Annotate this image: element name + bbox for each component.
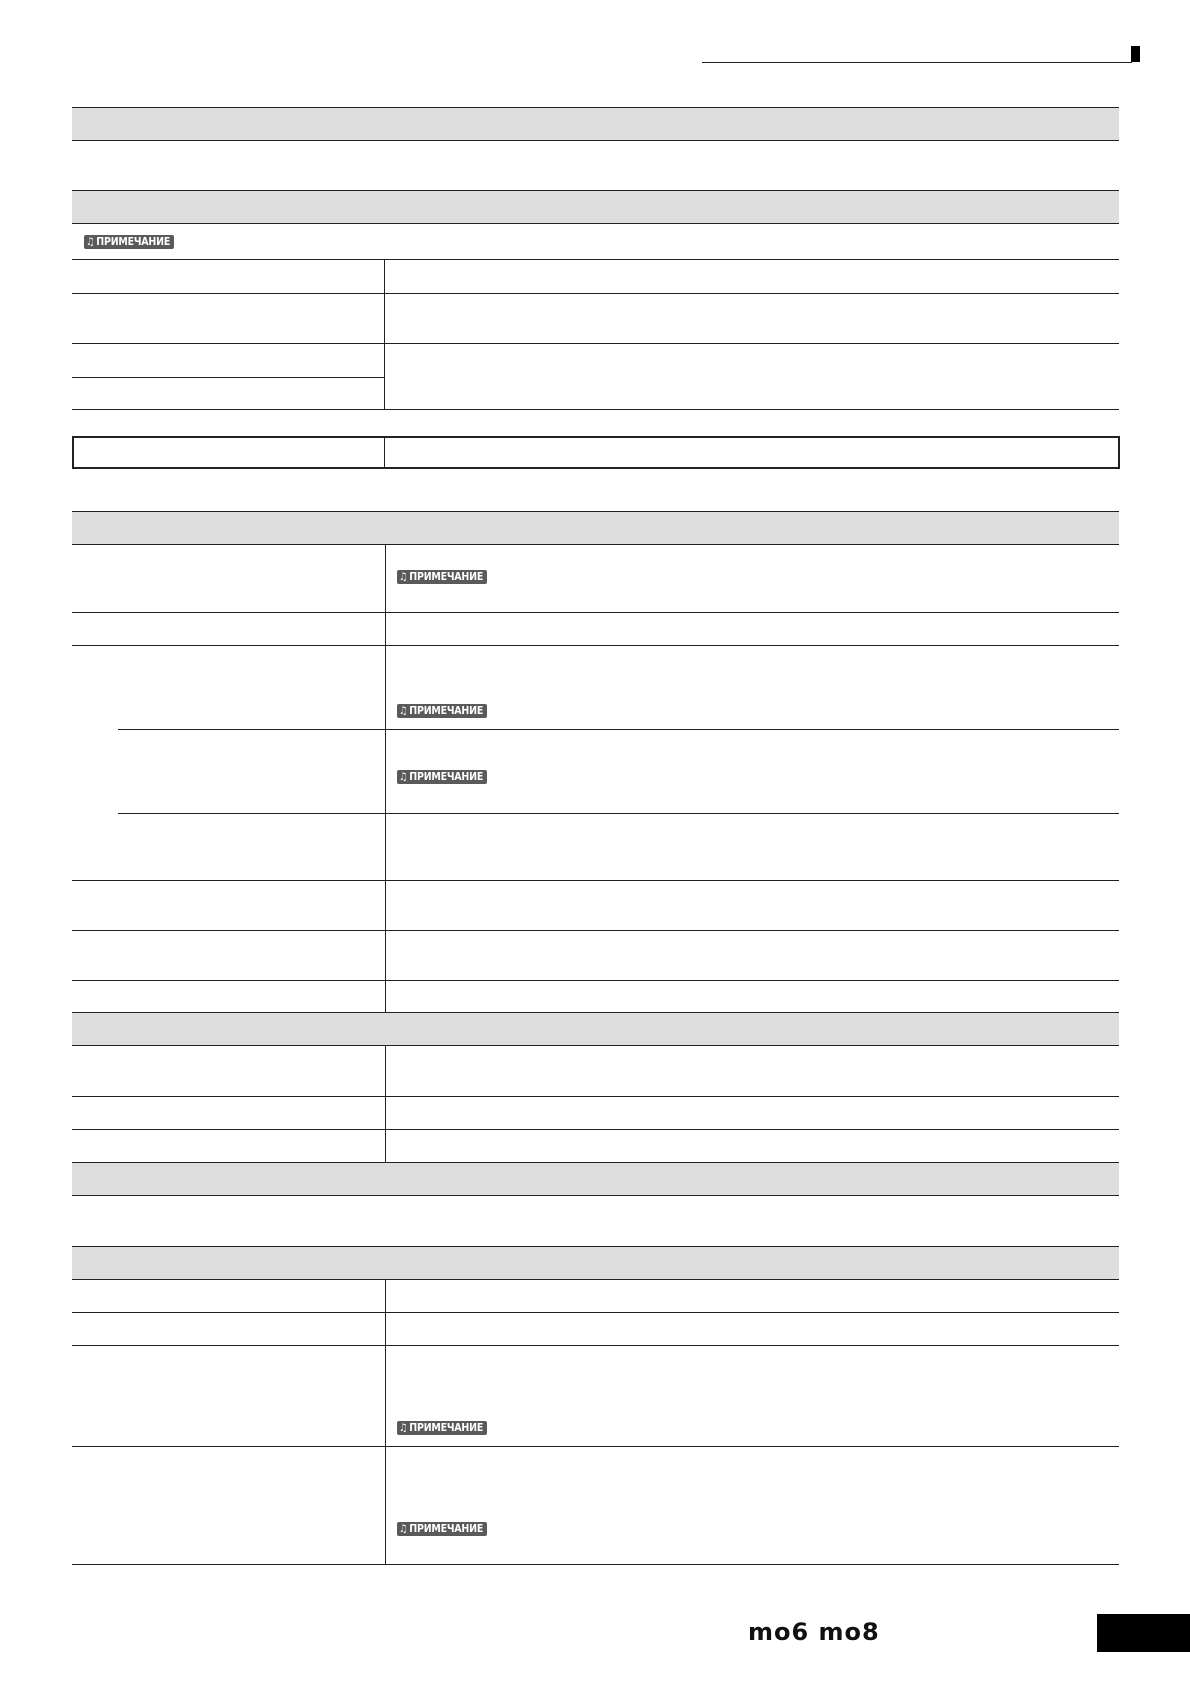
table-row-divider — [72, 259, 1119, 260]
table-row-divider — [72, 377, 384, 378]
music-note-icon: ♫ — [399, 1523, 408, 1535]
table-column-divider — [384, 259, 385, 409]
table-row-divider — [118, 729, 1119, 730]
table-row-divider — [118, 813, 1119, 814]
table-row-divider — [72, 930, 1119, 931]
section-header-3 — [72, 511, 1119, 545]
page-number-box — [1097, 1614, 1190, 1652]
table-row-divider — [72, 1312, 1119, 1313]
table-row-divider — [72, 1096, 1119, 1097]
note-badge: ♫ ПРИМЕЧАНИЕ — [397, 1522, 487, 1536]
table-row-divider — [72, 980, 1119, 981]
product-logo: mo6 mo8 — [748, 1618, 880, 1646]
header-rule — [702, 62, 1132, 63]
table-row-divider — [72, 645, 1119, 646]
music-note-icon: ♫ — [86, 236, 95, 248]
table-row-divider — [72, 293, 1119, 294]
music-note-icon: ♫ — [399, 571, 408, 583]
table-column-divider — [385, 1046, 386, 1163]
section-header-6 — [72, 1246, 1119, 1280]
table-row-divider — [72, 1446, 1119, 1447]
table-row-divider — [72, 1129, 1119, 1130]
section-header-4 — [72, 1012, 1119, 1046]
table-row-divider — [72, 880, 1119, 881]
section-header-5 — [72, 1162, 1119, 1196]
table-row-divider — [72, 1345, 1119, 1346]
table-row-divider — [72, 1564, 1119, 1565]
section-header-1 — [72, 107, 1119, 141]
note-badge: ♫ ПРИМЕЧАНИЕ — [397, 770, 487, 784]
music-note-icon: ♫ — [399, 771, 408, 783]
music-note-icon: ♫ — [399, 1422, 408, 1434]
chapter-marker — [1131, 46, 1140, 62]
boxed-row — [72, 436, 1120, 469]
note-badge: ♫ ПРИМЕЧАНИЕ — [397, 1421, 487, 1435]
table-column-divider — [384, 436, 385, 469]
note-badge: ♫ ПРИМЕЧАНИЕ — [84, 235, 174, 249]
table-row-divider — [72, 612, 1119, 613]
note-badge: ♫ ПРИМЕЧАНИЕ — [397, 704, 487, 718]
music-note-icon: ♫ — [399, 705, 408, 717]
table-column-divider — [385, 545, 386, 1013]
table-column-divider — [385, 1280, 386, 1564]
table-row-divider — [72, 409, 1119, 410]
table-row-divider — [72, 343, 1119, 344]
note-badge: ♫ ПРИМЕЧАНИЕ — [397, 570, 487, 584]
section-header-2 — [72, 190, 1119, 224]
